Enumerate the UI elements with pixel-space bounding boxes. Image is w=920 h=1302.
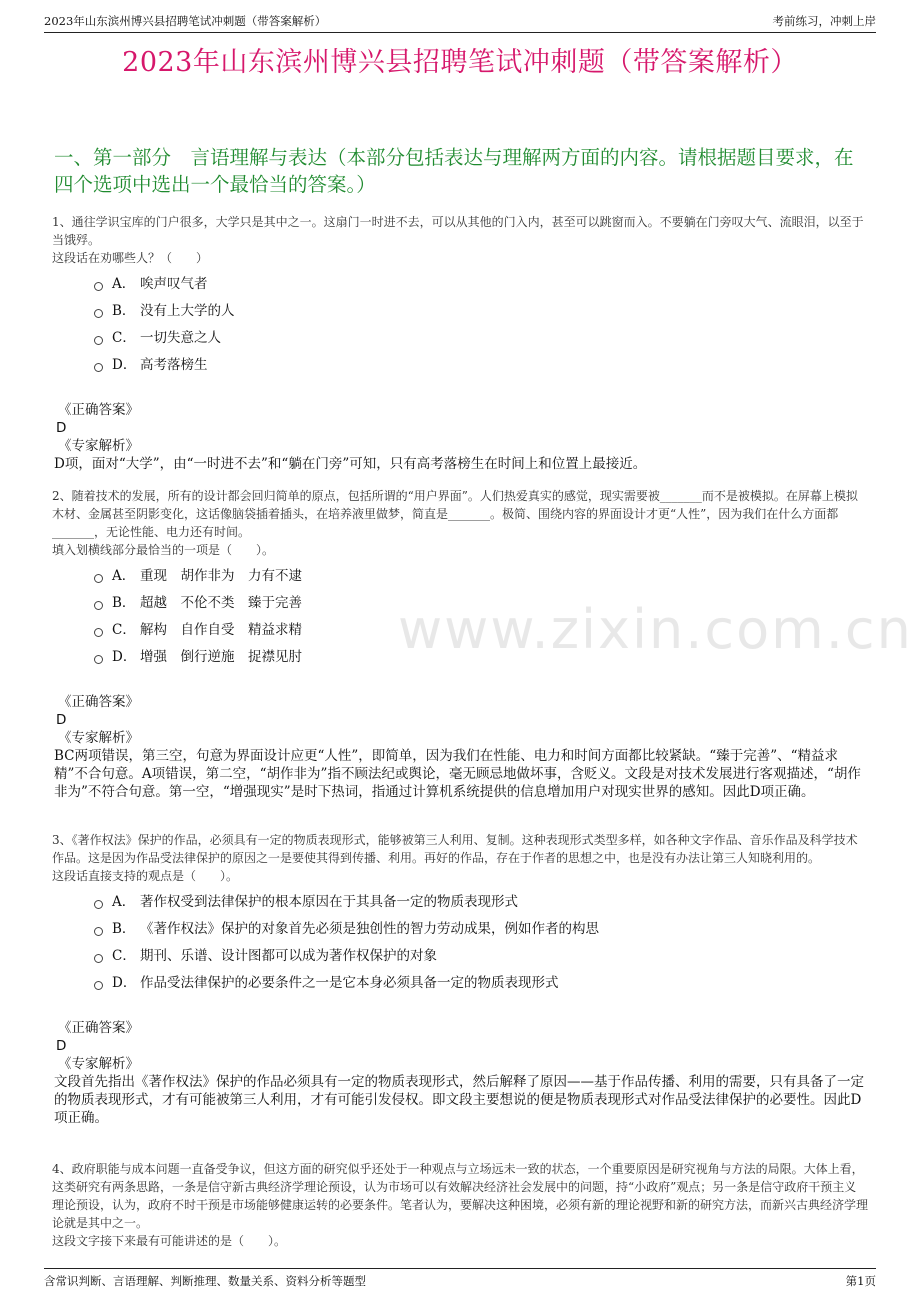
question-text: 1、通往学识宝库的门户很多，大学只是其中之一。这扇门一时进不去，可以从其他的门入内，甚至可以跳窗而入。不要躺在门旁叹大气、流眼泪，以至于当饿殍。 [52,215,864,247]
question-stem [52,487,868,559]
option-a[interactable]: A． 重现 胡作非为 力有不逮 [94,563,868,590]
analysis-text: BC两项错误，第三空，句意为界面设计应更“人性”，即简单，因为我们在性能、电力和时间方面都比较紧缺。“臻于完善”、“精益求精”不合句意。A项错误，第二空，“胡作非为”指不顾法纪或舆论，毫无顾忌地做坏事，含贬义。文段是对技术发展进行客观描述，“胡作非为”不符合句意。第一空，“增强现实”是时下热词，指通过计算机系统提供的信息增加用户对现实世界的感知。因此D项正确。 [54,748,861,800]
option-c[interactable]: C． 期刊、乐谱、设计图都可以成为著作权保护的对象 [94,943,868,970]
option-d[interactable]: D． 作品受法律保护的必要条件之一是它本身必须具备一定的物质表现形式 [94,970,868,997]
radio-icon[interactable] [94,954,103,963]
option-b[interactable]: B． 超越 不伦不类 臻于完善 [94,590,868,617]
option-d[interactable]: D． 高考落榜生 [94,352,868,379]
question-text: 3、《著作权法》保护的作品，必须具有一定的物质表现形式，能够被第三人利用、复制。这种表现形式类型多样，如各种文字作品、音乐作品及科学技术作品。这是因为作品受法律保护的原因之一是要使其得到传播、利用。再好的作品，存在于作者的思想之中，也是没有办法让第三人知晓利用的。 [52,833,858,865]
page-number: 第1页 [845,1274,876,1288]
analysis-text: D项，面对“大学”，由“一时进不去”和“躺在门旁”可知，只有高考落榜生在时间上和位置上最接近。 [54,456,647,472]
question-stem [52,1160,868,1250]
analysis-label: 《专家解析》 [58,1056,139,1072]
question-stem [52,213,868,267]
radio-icon[interactable] [94,363,103,372]
answer-value: D [56,712,67,728]
analysis-text: 文段首先指出《著作权法》保护的作品必须具有一定的物质表现形式，然后解释了原因——基于作品传播、利用的需要，只有具备了一定的物质表现形式，才有可能被第三人利用，才有可能引发侵权。即文段主要想说的便是物质表现形式对作品受法律保护的必要性。因此D项正确。 [54,1074,864,1126]
answer-block [52,693,868,801]
option-a[interactable]: A． 著作权受到法律保护的根本原因在于其具备一定的物质表现形式 [94,889,868,916]
question-1 [52,213,868,473]
radio-icon[interactable] [94,309,103,318]
radio-icon[interactable] [94,628,103,637]
answer-value: D [56,420,67,436]
question-4 [52,1160,868,1250]
question-prompt: 这段话直接支持的观点是（ ）。 [52,869,239,883]
answer-label: 《正确答案》 [58,694,139,710]
question-prompt: 填入划横线部分最恰当的一项是（ ）。 [52,543,275,557]
option-b[interactable]: B． 没有上大学的人 [94,298,868,325]
radio-icon[interactable] [94,981,103,990]
answer-label: 《正确答案》 [58,1020,139,1036]
watermark: www.zixin.com.cn [398,598,913,661]
question-prompt: 这段话在劝哪些人？（ ） [52,251,209,265]
footer-note: 含常识判断、言语理解、判断推理、数量关系、资料分析等题型 [44,1274,366,1288]
question-text: 2、随着技术的发展，所有的设计都会回归简单的原点，包括所谓的“用户界面”。人们热爱真实的感觉，现实需要被_______而不是被模拟。在屏幕上模拟木材、金属甚至阴影变化，这话像脑袋插着插头，在培养液里做梦，简直是_______。极简、围绕内容的界面设计才更“人性”，因为我们在什么方面都_______，无论性能、电力还有时间。 [52,489,858,539]
page-footer [44,1268,876,1291]
answer-value: D [56,1038,67,1054]
options-list [52,271,868,379]
question-text: 4、政府职能与成本问题一直备受争议，但这方面的研究似乎还处于一种观点与立场远未一致的状态，一个重要原因是研究视角与方法的局限。大体上看，这类研究有两条思路，一条是信守新古典经济学理论预设，认为市场可以有效解决经济社会发展中的问题，持“小政府”观点；另一条是信守政府干预主义理论预设，认为，政府不时干预是市场能够健康运转的必要条件。笔者认为，要解决这种困境，必须有新的理论视野和新的研究方法，而新兴古典经济学理论就是其中之一。 [52,1162,869,1230]
option-c[interactable]: C． 一切失意之人 [94,325,868,352]
option-c[interactable]: C． 解构 自作自受 精益求精 [94,617,868,644]
options-list [52,889,868,997]
option-d[interactable]: D． 增强 倒行逆施 捉襟见肘 [94,644,868,671]
analysis-label: 《专家解析》 [58,730,139,746]
radio-icon[interactable] [94,601,103,610]
question-prompt: 这段文字接下来最有可能讲述的是（ ）。 [52,1234,287,1248]
option-a[interactable]: A． 唉声叹气者 [94,271,868,298]
header-doc-title: 2023年山东滨州博兴县招聘笔试冲刺题（带答案解析） [44,14,327,28]
radio-icon[interactable] [94,655,103,664]
radio-icon[interactable] [94,282,103,291]
answer-block [52,1019,868,1127]
section-heading: 一、第一部分 言语理解与表达（本部分包括表达与理解两方面的内容。请根据题目要求，在四个选项中选出一个最恰当的答案。） [54,146,854,196]
radio-icon[interactable] [94,900,103,909]
radio-icon[interactable] [94,574,103,583]
header-slogan: 考前练习，冲刺上岸 [772,14,876,28]
option-b[interactable]: B． 《著作权法》保护的对象首先必须是独创性的智力劳动成果，例如作者的构思 [94,916,868,943]
page-header [44,12,876,33]
radio-icon[interactable] [94,336,103,345]
radio-icon[interactable] [94,927,103,936]
question-2 [52,487,868,801]
analysis-label: 《专家解析》 [58,438,139,454]
question-stem [52,831,868,885]
answer-label: 《正确答案》 [58,402,139,418]
options-list [52,563,868,671]
answer-block [52,401,868,473]
question-3 [52,831,868,1127]
document-title: 2023年山东滨州博兴县招聘笔试冲刺题（带答案解析） [122,47,798,78]
